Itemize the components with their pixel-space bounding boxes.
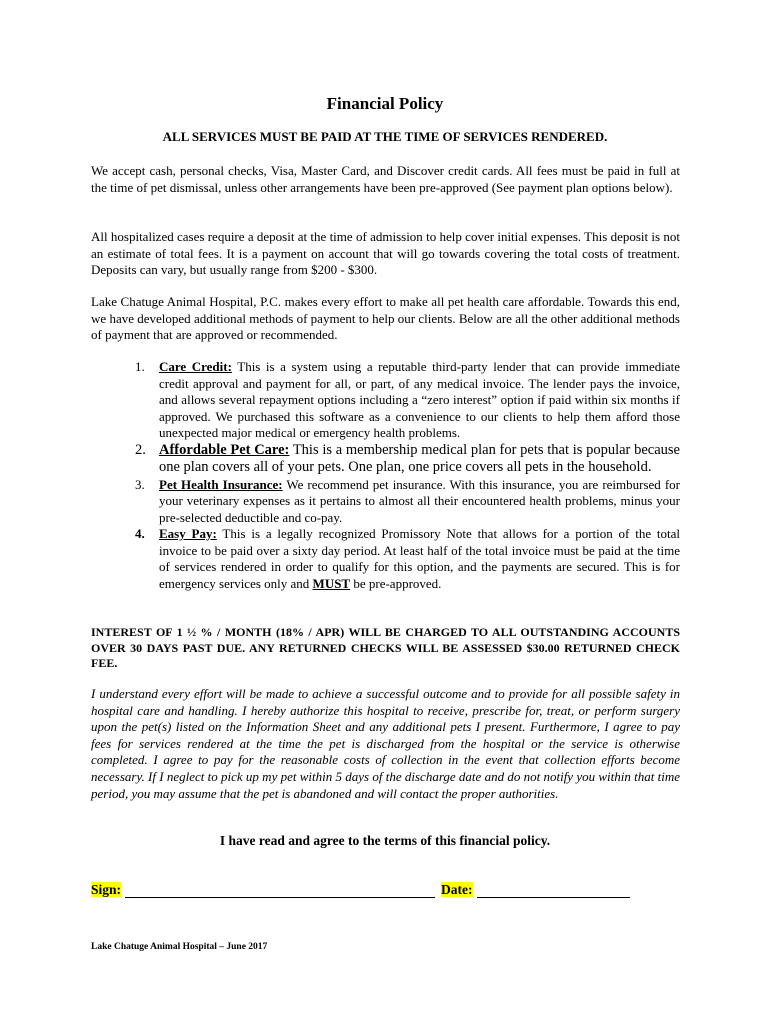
option-text-affordable-pet-care: This is a membership medical plan for pets that is popular because one plan covers all of your pets. One plan, one price covers all pets in the household. bbox=[159, 441, 680, 475]
list-item-pet-health-insurance bbox=[135, 476, 680, 527]
option-text-easy-pay: This is a legally recognized Promissory Note that allows for a portion of the total invoice to be paid over a sixty day period. At least half of the total invoice must be paid at the time of services rendered in order to qualify for this option, and the payments are secured. This is for emergency services only and bbox=[159, 526, 681, 591]
payment-options-list bbox=[135, 359, 681, 592]
footer-text: Lake Chatuge Animal Hospital – June 2017 bbox=[91, 942, 268, 952]
must-emphasis: MUST bbox=[312, 575, 351, 591]
option-text-pet-health-insurance: We recommend pet insurance. With this insurance, you are reimbursed for your veterinary expenses as it pertains to almost all their encountered health problems, minus your pre-selected deductible and co-pay. bbox=[159, 476, 680, 525]
list-item-number: 1. bbox=[135, 359, 145, 374]
list-item-number: 3. bbox=[135, 476, 145, 492]
signature-row bbox=[91, 882, 680, 902]
list-item-care-credit bbox=[135, 359, 680, 442]
option-name-care-credit: Care Credit: bbox=[159, 359, 232, 374]
paragraph-deposit: All hospitalized cases require a deposit at the time of admission to help cover initial expenses. This deposit is not an estimate of total fees. It is a payment on account that will go towards covering the total costs of treatment. Deposits can vary, but usually range from $200 - $300. bbox=[91, 229, 680, 277]
option-name-affordable-pet-care: Affordable Pet Care: bbox=[159, 441, 290, 458]
list-item-number: 2. bbox=[135, 441, 146, 458]
date-label: Date: bbox=[441, 882, 473, 897]
signature-line[interactable] bbox=[125, 883, 435, 898]
list-item-affordable-pet-care bbox=[135, 441, 680, 477]
option-text-easy-pay-end: be pre-approved. bbox=[350, 575, 442, 591]
page-subtitle: ALL SERVICES MUST BE PAID AT THE TIME OF SERVICES RENDERED. bbox=[162, 129, 608, 144]
option-text-care-credit: This is a system using a reputable third-party lender that can provide immediate credit approval and payment for all, or part, of any medical invoice. The lender pays the invoice, and allows several repayment options including a “zero interest” option if paid within six months if approved. We purchased this software as a convenience to our clients to help them afford those unexpected major medical or emergency health problems. bbox=[159, 359, 680, 440]
sign-label: Sign: bbox=[91, 882, 122, 897]
date-line[interactable] bbox=[477, 883, 630, 898]
page-title: Financial Policy bbox=[326, 94, 444, 113]
acknowledgement-text: I have read and agree to the terms of this financial policy. bbox=[219, 833, 551, 848]
interest-notice: INTEREST OF 1 ½ % / MONTH (18% / APR) WILL BE CHARGED TO ALL OUTSTANDING ACCOUNTS OVER 30 DAYS PAST DUE. ANY RETURNED CHECKS WILL BE ASSESSED $30.00 RETURNED CHECK FEE. bbox=[91, 625, 680, 670]
paragraph-payment-methods: We accept cash, personal checks, Visa, Master Card, and Discover credit cards. All fees must be paid in full at the time of pet dismissal, unless other arrangements have been pre-approved (See payment plan options below). bbox=[91, 163, 680, 195]
list-item-number: 4. bbox=[135, 526, 145, 541]
list-item-easy-pay bbox=[135, 526, 681, 592]
option-name-pet-health-insurance: Pet Health Insurance: bbox=[159, 476, 283, 492]
paragraph-affordability: Lake Chatuge Animal Hospital, P.C. makes every effort to make all pet health care affordable. Towards this end, we have developed additional methods of payment to help our clients. Below are all the other additional methods of payment that are approved or recommended. bbox=[91, 294, 680, 342]
option-name-easy-pay: Easy Pay: bbox=[159, 526, 217, 541]
agreement-text: I understand every effort will be made to achieve a successful outcome and to provide for all possible safety in hospital care and handling. I hereby authorize this hospital to receive, prescribe for, treat, or perform surgery upon the pet(s) listed on the Information Sheet and any additional pets I present. Furthermore, I agree to pay fees for services rendered at the time the pet is discharged from the hospital or the service is otherwise completed. I agree to pay for the reasonable costs of collection in the event that collection efforts become necessary. If I neglect to pick up my pet within 5 days of the discharge date and do not notify you within that time period, you may assume that the pet is abandoned and will contact the proper authorities. bbox=[91, 686, 680, 801]
